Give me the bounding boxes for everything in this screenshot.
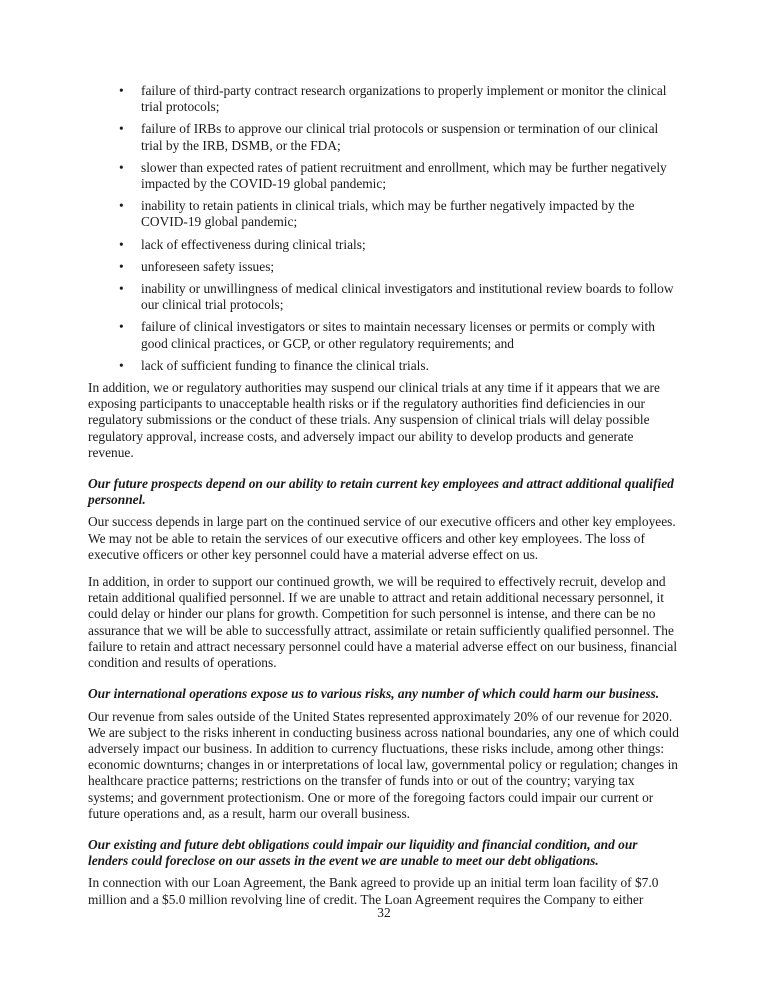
list-item (119, 357, 680, 374)
list-item-text: failure of third-party contract research organizations to properly implement or monitor the clinical trial protocols; (141, 83, 667, 115)
body-paragraph: Our revenue from sales outside of the United States represented approximately 20% of our revenue for 2020. We are subject to the risks inherent in conducting business across national boundaries, any one of which could adversely impact our business. In addition to currency fluctuations, these risks include, among other things: economic downturns; changes in or interpretations of local law, governmental policy or regulation; changes in healthcare practice patterns; restrictions on the transfer of funds into or out of the country; varying tax systems; and government protectionism. One or more of the foregoing factors could impair our current or future operations and, as a result, harm our overall business. (88, 708, 679, 821)
bullet-icon: • (119, 281, 124, 297)
bullet-icon: • (119, 236, 124, 252)
list-item-text: lack of sufficient funding to finance the clinical trials. (141, 357, 429, 373)
bullet-icon: • (119, 83, 124, 98)
list-item (119, 121, 680, 153)
body-paragraph: In connection with our Loan Agreement, the Bank agreed to provide up an initial term loan facility of $7.0 million and a $5.0 million revolving line of credit. The Loan Agreement requires the Company to either (88, 875, 659, 907)
clinical-suspension-paragraph: In addition, we or regulatory authorities may suspend our clinical trials at any time if it appears that we are exposing participants to unacceptable health risks or if the regulatory authorities find deficiencies in our regulatory submissions or the conduct of these trials. Any suspension of clinical trials will delay possible regulatory approval, increase costs, and adversely impact our ability to develop products and generate revenue. (88, 380, 660, 460)
list-item (119, 319, 680, 351)
bullet-icon: • (119, 121, 124, 137)
document-page (88, 83, 680, 908)
clinical-trial-risk-list (88, 83, 680, 374)
list-item (119, 258, 680, 275)
list-item-text: failure of IRBs to approve our clinical trial protocols or suspension or termination of our clinical trial by the IRB, DSMB, or the FDA; (141, 121, 659, 153)
list-item-text: unforeseen safety issues; (141, 258, 275, 274)
bullet-icon: • (119, 159, 124, 175)
bullet-icon: • (119, 319, 124, 335)
list-item-text: failure of clinical investigators or sites to maintain necessary licenses or permits or comply with good clinical practices, or GCP, or other regulatory requirements; and (141, 319, 655, 351)
list-item (119, 83, 680, 115)
list-item-text: slower than expected rates of patient recruitment and enrollment, which may be further negatively impacted by the COVID-19 global pandemic; (141, 159, 667, 192)
body-paragraph: In addition, in order to support our continued growth, we will be required to effectively recruit, develop and retain additional qualified personnel. If we are unable to attract and retain additional necessary personnel, it could delay or hinder our plans for growth. Competition for such personnel is intense, and there can be no assurance that we will be able to successfully attract, assimilate or retain sufficiently qualified personnel. The failure to retain and attract necessary personnel could have a material adverse effect on our business, financial condition and results of operations. (88, 574, 678, 671)
bullet-icon: • (119, 258, 124, 274)
list-item-text: lack of effectiveness during clinical trials; (141, 236, 366, 252)
list-item (119, 159, 680, 192)
section-heading-key-employees: Our future prospects depend on our ability to retain current key employees and attract additional qualified personnel. (88, 476, 674, 508)
page-number: 32 (377, 905, 391, 920)
list-item (119, 236, 680, 253)
section-heading-international-operations: Our international operations expose us to various risks, any number of which could harm our business. (88, 686, 660, 702)
list-item-text: inability or unwillingness of medical clinical investigators and institutional review boards to follow our clinical trial protocols; (141, 281, 674, 313)
bullet-icon: • (119, 198, 124, 214)
body-paragraph: Our success depends in large part on the continued service of our executive officers and other key employees. We may not be able to retain the services of our executive officers and other key employees. The loss of executive officers or other key personnel could have a material adverse effect on us. (88, 514, 676, 562)
list-item-text: inability to retain patients in clinical trials, which may be further negatively impacted by the COVID-19 global pandemic; (141, 198, 635, 230)
list-item (119, 198, 680, 230)
bullet-icon: • (119, 357, 124, 373)
section-heading-debt-obligations: Our existing and future debt obligations could impair our liquidity and financial condition, and our lenders could foreclose on our assets in the event we are unable to meet our debt obligations. (88, 836, 638, 869)
list-item (119, 281, 680, 313)
